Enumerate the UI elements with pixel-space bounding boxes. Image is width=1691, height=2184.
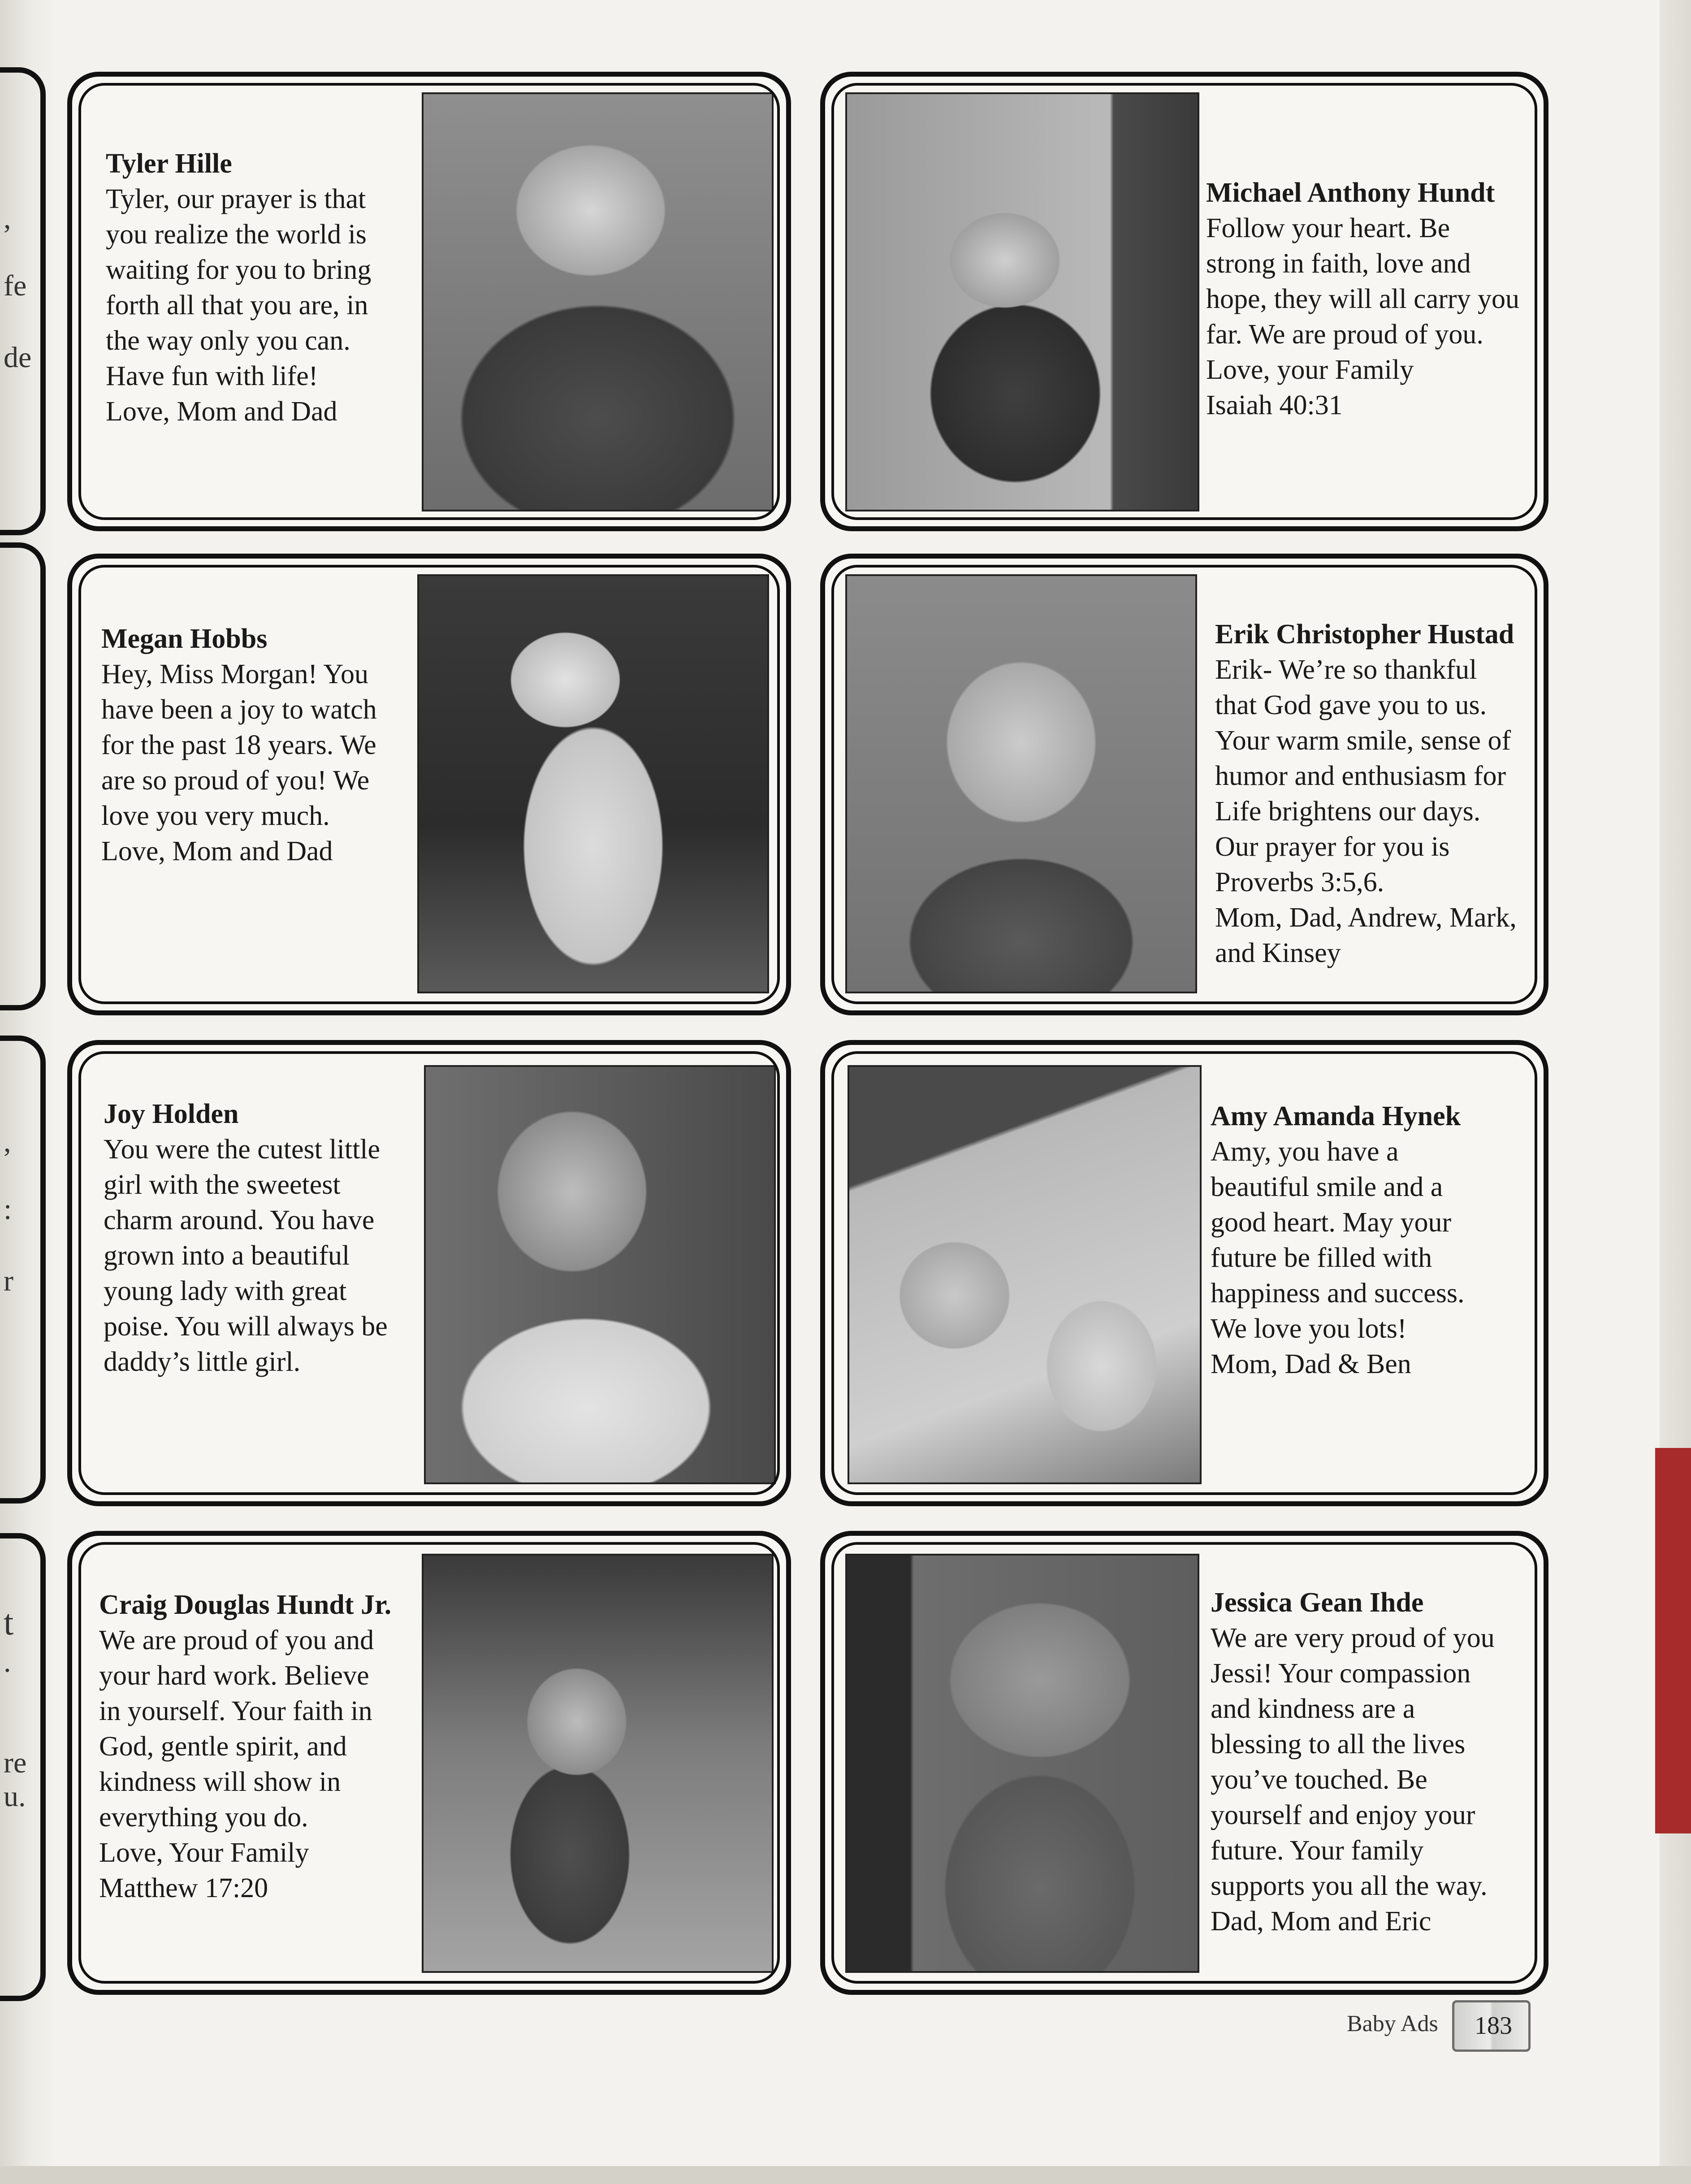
baby-ad-card [820,1531,1548,1995]
child-name: Amy Amanda Hynek [1211,1101,1461,1131]
message-line: Life brightens our days. [1215,796,1481,827]
gutter-fragment: : [4,1193,12,1226]
message-line: charm around. You have [104,1205,375,1235]
message-line: beautiful smile and a [1211,1172,1443,1202]
message-line: Amy, you have a [1211,1136,1399,1167]
ad-text [1206,175,1519,423]
message-line: forth all that you are, in [106,290,368,321]
child-name: Jessica Gean Ihde [1211,1587,1424,1618]
message-line: the way only you can. [106,325,350,356]
message-line: We love you lots! [1211,1313,1407,1344]
message-line: Matthew 17:20 [99,1873,268,1903]
message-line: We are very proud of you [1211,1623,1495,1653]
child-photo [845,574,1197,993]
ad-text [104,1096,388,1380]
message-line: grown into a beautiful [104,1240,350,1271]
gutter-fragment: r [4,1265,13,1297]
ad-text [106,146,371,429]
ad-text [1211,1585,1495,1939]
page-bottom-edge [0,2166,1691,2184]
child-name: Michael Anthony Hundt [1206,178,1495,208]
section-label: Baby Ads [1347,2011,1438,2037]
child-photo [845,92,1199,511]
ad-text [1215,617,1517,971]
child-photo [845,1554,1199,1973]
message-line: young lady with great [104,1276,347,1306]
gutter-fragment: fe [4,269,27,302]
gutter-fragment: t [4,1603,14,1642]
gutter-fragment: re [4,1746,27,1779]
message-line: Isaiah 40:31 [1206,390,1343,420]
message-line: happiness and success. [1211,1278,1465,1309]
message-line: Jessi! Your compassion [1211,1658,1471,1689]
message-line: supports you all the way. [1211,1871,1488,1901]
ad-text [101,621,377,869]
message-line: and kindness are a [1211,1694,1415,1724]
baby-ad-card [67,554,791,1015]
child-photo [417,574,769,993]
child-photo [422,92,774,511]
message-line: for the past 18 years. We [101,730,376,760]
baby-ad-card [67,1040,791,1506]
message-line: are so proud of you! We [101,765,370,796]
message-line: yourself and enjoy your [1211,1800,1475,1830]
ad-text [99,1587,391,1906]
gutter-fragment: . [4,1646,11,1678]
message-line: Hey, Miss Morgan! You [101,659,368,689]
message-line: good heart. May your [1211,1207,1452,1238]
message-line: Love, Your Family [99,1837,309,1868]
message-line: kindness will show in [99,1767,341,1797]
message-line: Your warm smile, sense of [1215,725,1511,756]
child-photo [424,1065,776,1484]
message-line: Have fun with life! [106,361,318,391]
message-line: everything you do. [99,1802,308,1833]
gutter-fragment: de [4,341,32,374]
message-line: in yourself. Your faith in [99,1696,372,1726]
page-number: 183 [1475,2012,1512,2040]
message-line: We are proud of you and [99,1625,374,1655]
message-line: that God gave you to us. [1215,690,1487,720]
message-line: poise. You will always be [104,1311,388,1342]
message-line: Love, your Family [1206,355,1414,385]
child-photo [422,1554,774,1973]
child-name: Megan Hobbs [101,624,268,654]
message-line: girl with the sweetest [104,1170,341,1200]
message-line: your hard work. Believe [99,1660,369,1691]
ad-text [1211,1099,1464,1382]
message-line: have been a joy to watch [101,694,377,725]
baby-ad-card [67,1531,791,1995]
message-line: Erik- We’re so thankful [1215,654,1477,685]
gutter-fragment: , [4,1126,11,1158]
child-name: Tyler Hille [106,148,232,179]
message-line: you’ve touched. Be [1211,1764,1427,1795]
gutter-fragment: , [4,202,11,235]
message-line: Our prayer for you is [1215,832,1450,862]
message-line: Love, Mom and Dad [101,836,333,867]
message-line: future. Your family [1211,1835,1424,1866]
message-line: future be filled with [1211,1243,1432,1273]
baby-ad-card [820,1040,1548,1506]
message-line: you realize the world is [106,219,367,250]
message-line: Love, Mom and Dad [106,396,337,427]
gutter-frame [0,542,46,1010]
message-line: daddy’s little girl. [104,1347,301,1377]
message-line: Mom, Dad, Andrew, Mark, [1215,902,1517,933]
baby-ad-card [820,554,1548,1015]
page-edge [1660,0,1691,2184]
message-line: love you very much. [101,801,330,831]
message-line: Follow your heart. Be [1206,213,1450,243]
child-name: Erik Christopher Hustad [1215,619,1514,650]
message-line: hope, they will all carry you [1206,284,1520,314]
message-line: Dad, Mom and Eric [1211,1906,1432,1937]
message-line: strong in faith, love and [1206,248,1471,279]
child-name: Joy Holden [104,1099,239,1129]
message-line: You were the cutest little [104,1134,381,1165]
message-line: waiting for you to bring [106,255,372,285]
message-line: far. We are proud of you. [1206,319,1483,350]
baby-ad-card [820,72,1548,531]
message-line: and Kinsey [1215,938,1341,968]
message-line: God, gentle spirit, and [99,1731,347,1762]
message-line: Mom, Dad & Ben [1211,1349,1411,1379]
binding-stripe [1655,1448,1691,1833]
message-line: Tyler, our prayer is that [106,184,366,214]
gutter-fragment: u. [4,1780,26,1813]
message-line: humor and enthusiasm for [1215,761,1506,791]
message-line: blessing to all the lives [1211,1729,1466,1759]
child-name: Craig Douglas Hundt Jr. [99,1590,392,1620]
child-photo [848,1065,1202,1484]
message-line: Proverbs 3:5,6. [1215,867,1384,897]
baby-ad-card [67,72,791,531]
